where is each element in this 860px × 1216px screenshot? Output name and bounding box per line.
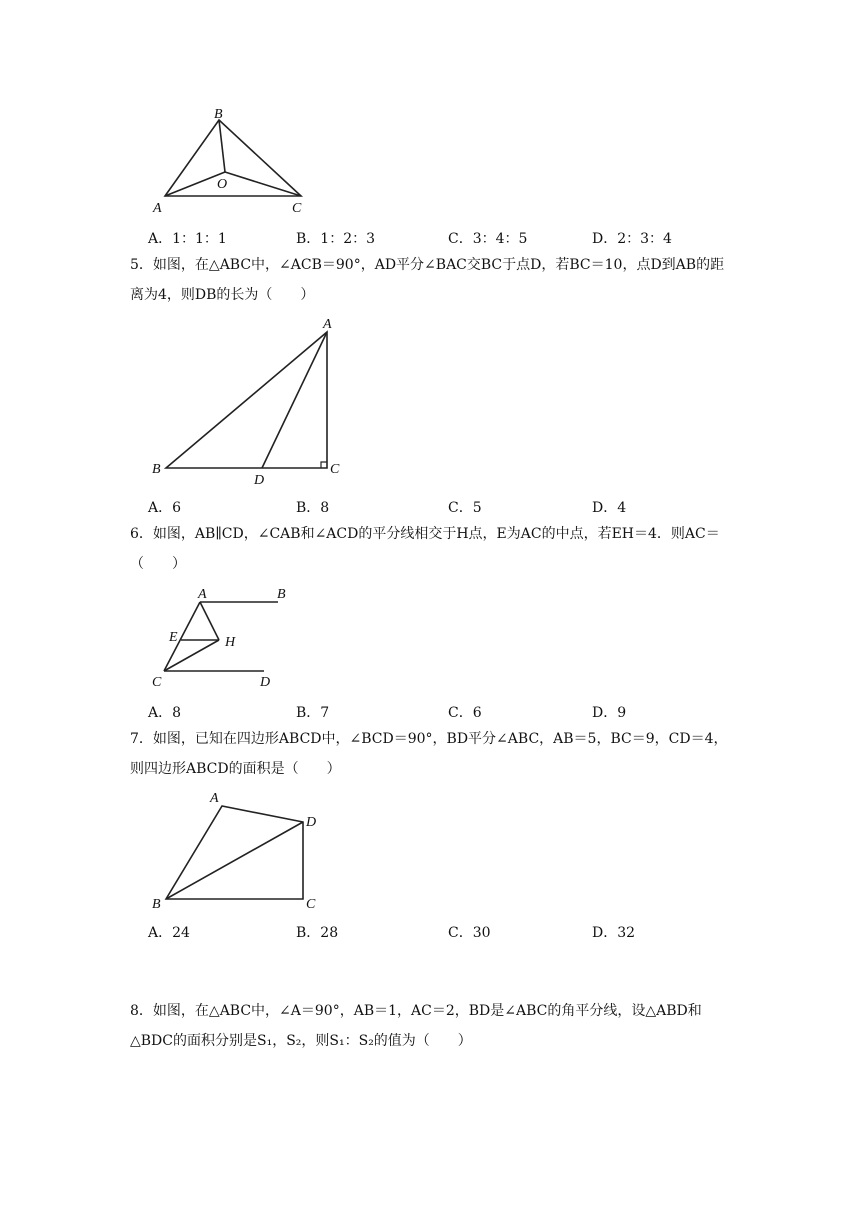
q8-number: 8． <box>130 1003 153 1019</box>
q6-label-a: A <box>198 587 207 602</box>
q6-figure <box>150 580 290 690</box>
q5-option-a[interactable]: A．6 <box>148 500 182 516</box>
q5-label-b: B <box>152 462 161 477</box>
q6-label-d: D <box>260 675 271 690</box>
q7-option-a[interactable]: A．24 <box>148 925 190 941</box>
q6-options <box>148 702 748 726</box>
q6-number: 6． <box>130 526 153 542</box>
q5-number: 5． <box>130 257 153 273</box>
q4-segment-co <box>225 172 301 196</box>
q5-label-c: C <box>330 462 340 477</box>
q6-option-b[interactable]: B．7 <box>296 705 330 721</box>
q4-label-a: A <box>153 201 162 216</box>
q6-label-b: B <box>277 587 286 602</box>
q4-label-c: C <box>292 201 302 216</box>
q5-option-b[interactable]: B．8 <box>296 500 330 516</box>
q6-segment-ah <box>200 602 219 640</box>
q7-option-d[interactable]: D．32 <box>592 925 636 941</box>
q4-figure <box>150 100 320 220</box>
q7-stem: 如图，已知在四边形ABCD中，∠BCD＝90°，BD平分∠ABC，AB＝5，BC＝9，CD＝4，则四边形ABCD的面积是（ ） <box>130 731 728 777</box>
q4-option-a[interactable]: A．1：1：1 <box>148 231 227 247</box>
question-5 <box>130 250 735 310</box>
q5-options <box>148 497 748 521</box>
q5-triangle-abc <box>166 332 327 468</box>
q7-label-c: C <box>306 897 316 912</box>
q4-segment-bo <box>219 120 225 172</box>
q7-label-a: A <box>210 791 219 806</box>
q6-label-h: H <box>225 635 236 650</box>
q7-label-b: B <box>152 897 161 912</box>
q7-label-d: D <box>306 815 317 830</box>
q7-figure <box>150 786 330 916</box>
q4-option-d[interactable]: D．2：3：4 <box>592 231 672 247</box>
q6-stem: 如图，AB∥CD，∠CAB和∠ACD的平分线相交于H点，E为AC的中点，若EH＝4．则AC＝（ ） <box>130 526 720 572</box>
q6-option-c[interactable]: C．6 <box>448 705 482 721</box>
q5-stem: 如图，在△ABC中，∠ACB＝90°，AD平分∠BAC交BC于点D，若BC＝10，点D到AB的距离为4，则DB的长为（ ） <box>130 257 725 303</box>
q8-stem: 如图，在△ABC中，∠A＝90°，AB＝1，AC＝2，BD是∠ABC的角平分线，设△ABD和△BDC的面积分别是S₁，S₂，则S₁：S₂的值为（ ） <box>130 1003 702 1049</box>
q5-option-d[interactable]: D．4 <box>592 500 627 516</box>
q6-option-d[interactable]: D．9 <box>592 705 627 721</box>
q5-label-d: D <box>254 473 265 488</box>
q5-option-c[interactable]: C．5 <box>448 500 482 516</box>
q6-option-a[interactable]: A．8 <box>148 705 182 721</box>
q4-option-b[interactable]: B．1：2：3 <box>296 231 376 247</box>
q4-label-b: B <box>214 107 223 122</box>
q4-option-c[interactable]: C．3：4：5 <box>448 231 528 247</box>
q7-options <box>148 922 748 946</box>
q7-diagonal-bd <box>166 822 303 899</box>
q7-option-c[interactable]: C．30 <box>448 925 491 941</box>
q6-label-c: C <box>152 675 162 690</box>
question-6 <box>130 519 735 579</box>
question-8 <box>130 996 735 1056</box>
q4-triangle-abc <box>165 120 301 196</box>
q5-label-a: A <box>323 317 332 332</box>
q5-figure <box>150 312 360 492</box>
q5-right-angle-mark <box>321 462 327 468</box>
q5-segment-ad <box>262 332 327 468</box>
q6-label-e: E <box>169 630 178 645</box>
q7-number: 7． <box>130 731 153 747</box>
question-7 <box>130 724 735 784</box>
q7-quadrilateral-abcd <box>166 806 303 899</box>
q7-option-b[interactable]: B．28 <box>296 925 339 941</box>
q4-label-o: O <box>217 177 228 192</box>
q4-options <box>148 228 748 252</box>
